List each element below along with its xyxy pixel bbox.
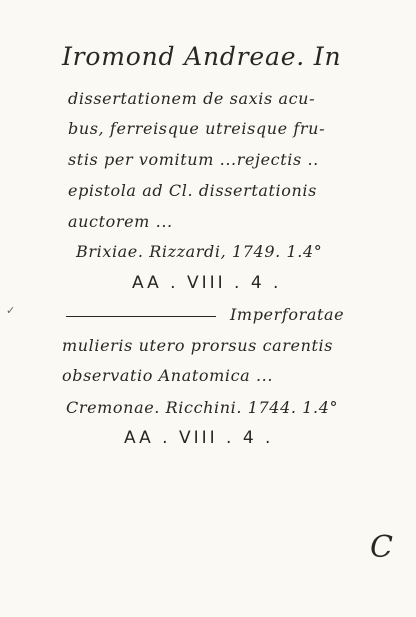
entry-1-imprint: Brixiae. Rizzardi, 1749. 1.4° [76,242,323,261]
ditto-rule [66,316,216,317]
entry-2-line: mulieris utero prorsus carentis [62,336,334,355]
entry-2-imprint: Cremonae. Ricchini. 1744. 1.4° [66,398,339,417]
corner-mark: C [370,530,394,565]
entry-2-shelfmark: AA . VIII . 4 . [124,428,274,448]
entry-2-line: observatio Anatomica ... [62,366,274,385]
entry-2-title-start: Imperforatae [230,305,345,324]
author-heading: Iromond Andreae. In [62,42,342,71]
entry-1-line: epistola ad Cl. dissertationis [68,181,317,200]
entry-1-line: bus, ferreisque utreisque fru- [68,119,326,138]
entry-1-shelfmark: AA . VIII . 4 . [132,273,282,293]
margin-tick: ✓ [6,304,16,317]
entry-1-line: dissertationem de saxis acu- [68,89,316,108]
entry-1-line: stis per vomitum ...rejectis .. [68,150,319,169]
entry-1-line: auctorem ... [68,212,173,231]
